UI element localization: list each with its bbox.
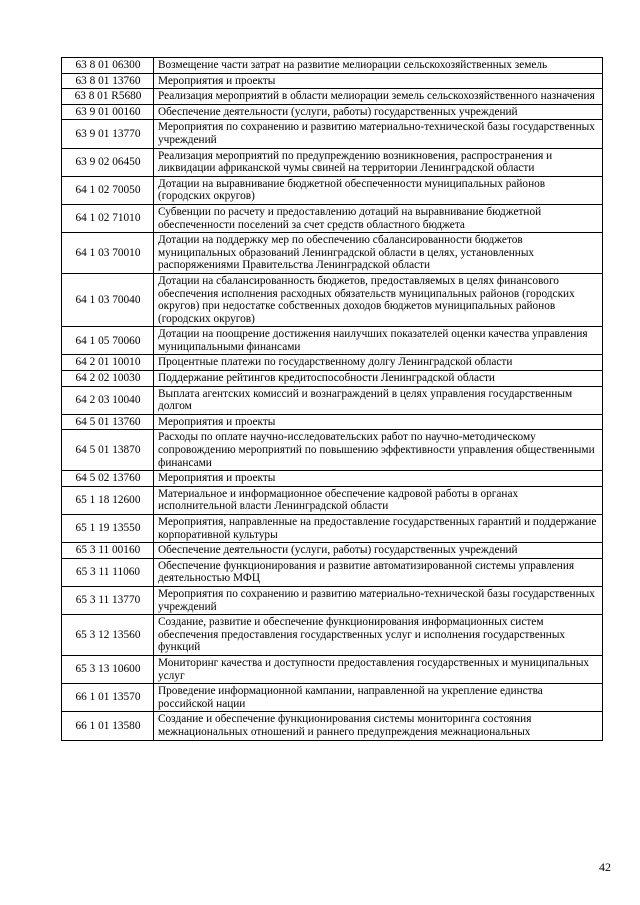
budget-code-cell: 65 3 11 11060 [62,558,154,586]
table-row [62,89,603,105]
table-row [62,355,603,371]
description-cell: Дотации на поощрение достижения наилучших показателей оценки качества управления муниципальными финансами [154,327,603,355]
description-cell: Субвенции по расчету и предоставлению дотаций на выравнивание бюджетной обеспеченности поселений за счет средств областного бюджета [154,204,603,232]
table-row [62,684,603,712]
description-cell: Процентные платежи по государственному долгу Ленинградской области [154,355,603,371]
table-row [62,655,603,683]
description-cell: Дотации на сбалансированность бюджетов, предоставляемых в целях финансового обеспечения исполнения расходных обязательств муниципальных районов (городских округов) при недостатке собственных доходов бюджетов муниципальных районов (городских округов) [154,273,603,326]
budget-code-cell: 64 2 01 10010 [62,355,154,371]
budget-code-cell: 65 1 19 13550 [62,515,154,543]
description-cell: Мероприятия и проекты [154,414,603,430]
budget-code-cell: 63 8 01 06300 [62,58,154,74]
table-row [62,386,603,414]
budget-code-cell: 64 1 02 71010 [62,204,154,232]
description-cell: Реализация мероприятий в области мелиорации земель сельскохозяйственного назначения [154,89,603,105]
page-number: 42 [599,860,611,874]
table-row [62,558,603,586]
budget-code-cell: 65 1 18 12600 [62,486,154,514]
table-body [62,58,603,741]
description-cell: Расходы по оплате научно-исследовательских работ по научно-методическому сопровождению мероприятий по повышению эффективности управления общественными финансами [154,430,603,471]
table-row [62,148,603,176]
budget-code-cell: 64 1 05 70060 [62,327,154,355]
description-cell: Обеспечение деятельности (услуги, работы) государственных учреждений [154,543,603,559]
table-row [62,414,603,430]
table-row [62,515,603,543]
budget-code-cell: 65 3 11 13770 [62,586,154,614]
table-row [62,104,603,120]
description-cell: Мероприятия по сохранению и развитию материально-технической базы государственных учреждений [154,586,603,614]
table-row [62,73,603,89]
description-cell: Мероприятия и проекты [154,471,603,487]
table-row [62,371,603,387]
table-row [62,58,603,74]
budget-code-cell: 63 8 01 R5680 [62,89,154,105]
description-cell: Создание, развитие и обеспечение функционирования информационных систем обеспечения предоставления государственных услуг и исполнения государственных функций [154,615,603,656]
description-cell: Обеспечение функционирования и развитие автоматизированной системы управления деятельностью МФЦ [154,558,603,586]
table-row [62,471,603,487]
budget-code-cell: 64 1 02 70050 [62,176,154,204]
description-cell: Проведение информационной кампании, направленной на укрепление единства российской нации [154,684,603,712]
table-row [62,615,603,656]
description-cell: Реализация мероприятий по предупреждению возникновения, распространения и ликвидации африканской чумы свиней на территории Ленинградской области [154,148,603,176]
table-row [62,327,603,355]
description-cell: Поддержание рейтингов кредитоспособности Ленинградской области [154,371,603,387]
budget-code-cell: 64 5 01 13760 [62,414,154,430]
budget-code-cell: 64 5 02 13760 [62,471,154,487]
description-cell: Дотации на поддержку мер по обеспечению сбалансированности бюджетов муниципальных образований Ленинградской области в целях, установленных распоряжениями Правительства Ленинградской области [154,233,603,274]
table-row [62,176,603,204]
table-row [62,712,603,740]
table-row [62,486,603,514]
budget-code-cell: 65 3 12 13560 [62,615,154,656]
budget-code-cell: 63 8 01 13760 [62,73,154,89]
budget-code-cell: 64 1 03 70010 [62,233,154,274]
budget-code-cell: 66 1 01 13580 [62,712,154,740]
table-row [62,120,603,148]
description-cell: Обеспечение деятельности (услуги, работы) государственных учреждений [154,104,603,120]
description-cell: Материальное и информационное обеспечение кадровой работы в органах исполнительной власти Ленинградской области [154,486,603,514]
budget-code-cell: 63 9 02 06450 [62,148,154,176]
budget-code-cell: 64 2 02 10030 [62,371,154,387]
budget-code-cell: 66 1 01 13570 [62,684,154,712]
budget-code-cell: 64 1 03 70040 [62,273,154,326]
table-row [62,204,603,232]
table-row [62,430,603,471]
budget-code-cell: 65 3 11 00160 [62,543,154,559]
table-row [62,233,603,274]
description-cell: Мероприятия по сохранению и развитию материально-технической базы государственных учреждений [154,120,603,148]
description-cell: Дотации на выравнивание бюджетной обеспеченности муниципальных районов (городских округов) [154,176,603,204]
table-row [62,586,603,614]
budget-codes-table [61,57,603,741]
budget-code-cell: 63 9 01 00160 [62,104,154,120]
budget-code-cell: 64 2 03 10040 [62,386,154,414]
description-cell: Выплата агентских комиссий и вознаграждений в целях управления государственным долгом [154,386,603,414]
description-cell: Мониторинг качества и доступности предоставления государственных и муниципальных услуг [154,655,603,683]
description-cell: Мероприятия, направленные на предоставление государственных гарантий и поддержание корпоративной культуры [154,515,603,543]
budget-code-cell: 63 9 01 13770 [62,120,154,148]
budget-code-cell: 64 5 01 13870 [62,430,154,471]
table-row [62,543,603,559]
description-cell: Мероприятия и проекты [154,73,603,89]
description-cell: Возмещение части затрат на развитие мелиорации сельскохозяйственных земель [154,58,603,74]
budget-code-cell: 65 3 13 10600 [62,655,154,683]
table-row [62,273,603,326]
description-cell: Создание и обеспечение функционирования системы мониторинга состояния межнациональных отношений и раннего предупреждения межнациональных [154,712,603,740]
